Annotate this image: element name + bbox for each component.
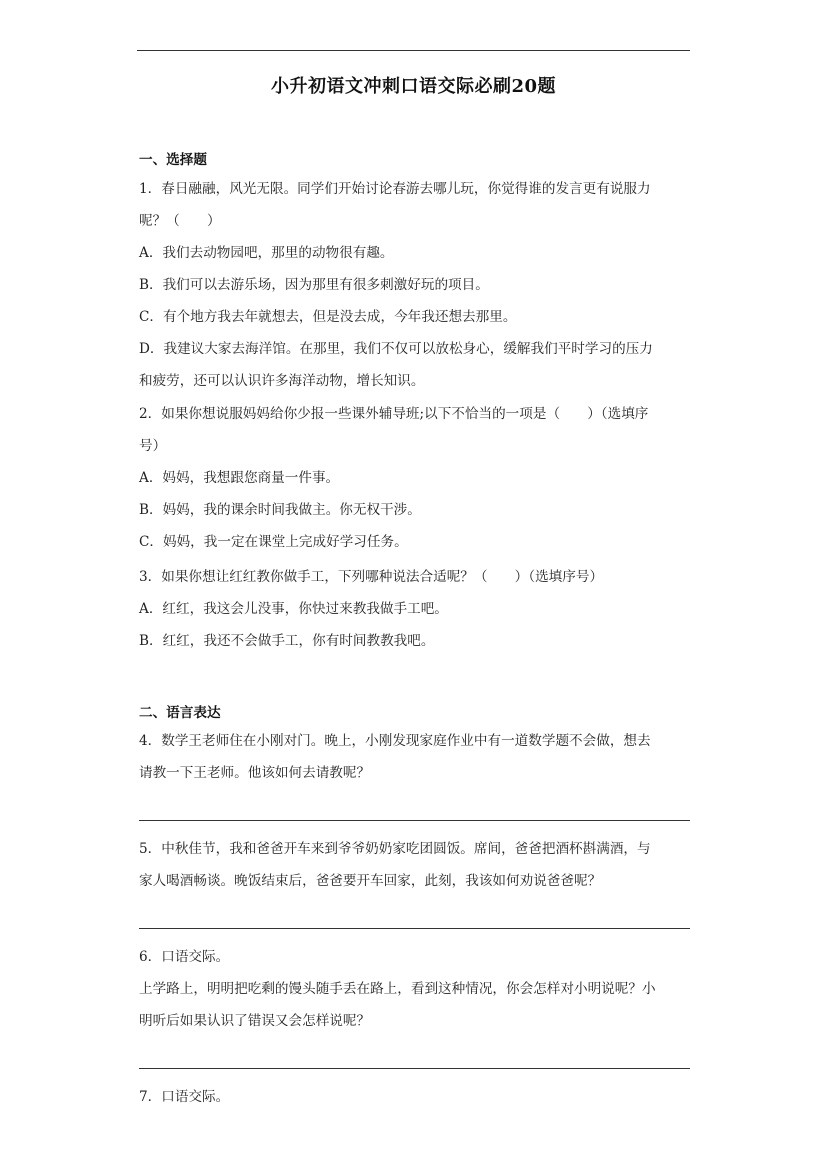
question-stem-line: 请教一下王老师。他该如何去请教呢？ bbox=[139, 765, 371, 781]
question-stem-line: 号） bbox=[139, 438, 167, 454]
answer-line[interactable] bbox=[139, 820, 690, 821]
question-stem-line: 3．如果你想让红红教你做手工，下列哪种说法合适呢？（ ）（选填序号） bbox=[139, 569, 604, 585]
document-title: 小升初语文冲刺口语交际必刷20题 bbox=[270, 76, 557, 97]
option-a: A．我们去动物园吧，那里的动物很有趣。 bbox=[139, 245, 394, 261]
question-stem-line: 上学路上，明明把吃剩的馒头随手丢在路上，看到这种情况，你会怎样对小明说呢？小 bbox=[139, 981, 656, 997]
option-a: A．红红，我这会儿没事，你快过来教我做手工吧。 bbox=[139, 601, 448, 617]
question-4 bbox=[139, 725, 690, 789]
option-b: B．红红，我还不会做手工，你有时间教教我吧。 bbox=[139, 633, 435, 649]
question-stem-line: 6．口语交际。 bbox=[139, 949, 230, 965]
section-heading: 二、语言表达 bbox=[139, 705, 221, 721]
option-c: C．妈妈，我一定在课堂上完成好学习任务。 bbox=[139, 534, 408, 550]
question-stem-line: 明听后如果认识了错误又会怎样说呢？ bbox=[139, 1013, 371, 1029]
question-stem-line: 家人喝酒畅谈。晚饭结束后，爸爸要开车回家，此刻，我该如何劝说爸爸呢？ bbox=[139, 873, 602, 889]
question-2 bbox=[139, 398, 690, 558]
option-a: A．妈妈，我想跟您商量一件事。 bbox=[139, 470, 340, 486]
section-expression bbox=[139, 703, 690, 723]
option-b: B．我们可以去游乐场，因为那里有很多刺激好玩的项目。 bbox=[139, 277, 489, 293]
question-5 bbox=[139, 833, 690, 897]
option-c: C．有个地方我去年就想去，但是没去成，今年我还想去那里。 bbox=[139, 309, 517, 325]
option-d: D．我建议大家去海洋馆。在那里，我们不仅可以放松身心，缓解我们平时学习的压力 bbox=[139, 341, 653, 357]
question-6 bbox=[139, 941, 690, 1037]
question-stem-line: 1．春日融融，风光无限。同学们开始讨论春游去哪儿玩，你觉得谁的发言更有说服力 bbox=[139, 181, 651, 197]
header-rule bbox=[137, 50, 690, 51]
section-choice bbox=[139, 150, 690, 170]
option-d-continued: 和疲劳，还可以认识许多海洋动物，增长知识。 bbox=[139, 373, 425, 389]
question-7 bbox=[139, 1081, 690, 1113]
question-stem-line: 7．口语交际。 bbox=[139, 1089, 230, 1105]
question-stem-line: 2．如果你想说服妈妈给你少报一些课外辅导班;以下不恰当的一项是（ ）（选填序 bbox=[139, 406, 649, 422]
option-b: B．妈妈，我的课余时间我做主。你无权干涉。 bbox=[139, 502, 421, 518]
answer-line[interactable] bbox=[139, 1068, 690, 1069]
question-1 bbox=[139, 173, 690, 397]
question-stem-line: 4．数学王老师住在小刚对门。晚上，小刚发现家庭作业中有一道数学题不会做，想去 bbox=[139, 733, 651, 749]
answer-line[interactable] bbox=[139, 928, 690, 929]
section-heading: 一、选择题 bbox=[139, 152, 207, 168]
question-3 bbox=[139, 561, 690, 657]
question-stem-line: 呢？（ ） bbox=[139, 213, 221, 229]
question-stem-line: 5．中秋佳节，我和爸爸开车来到爷爷奶奶家吃团圆饭。席间，爸爸把酒杯斟满酒，与 bbox=[139, 841, 651, 857]
